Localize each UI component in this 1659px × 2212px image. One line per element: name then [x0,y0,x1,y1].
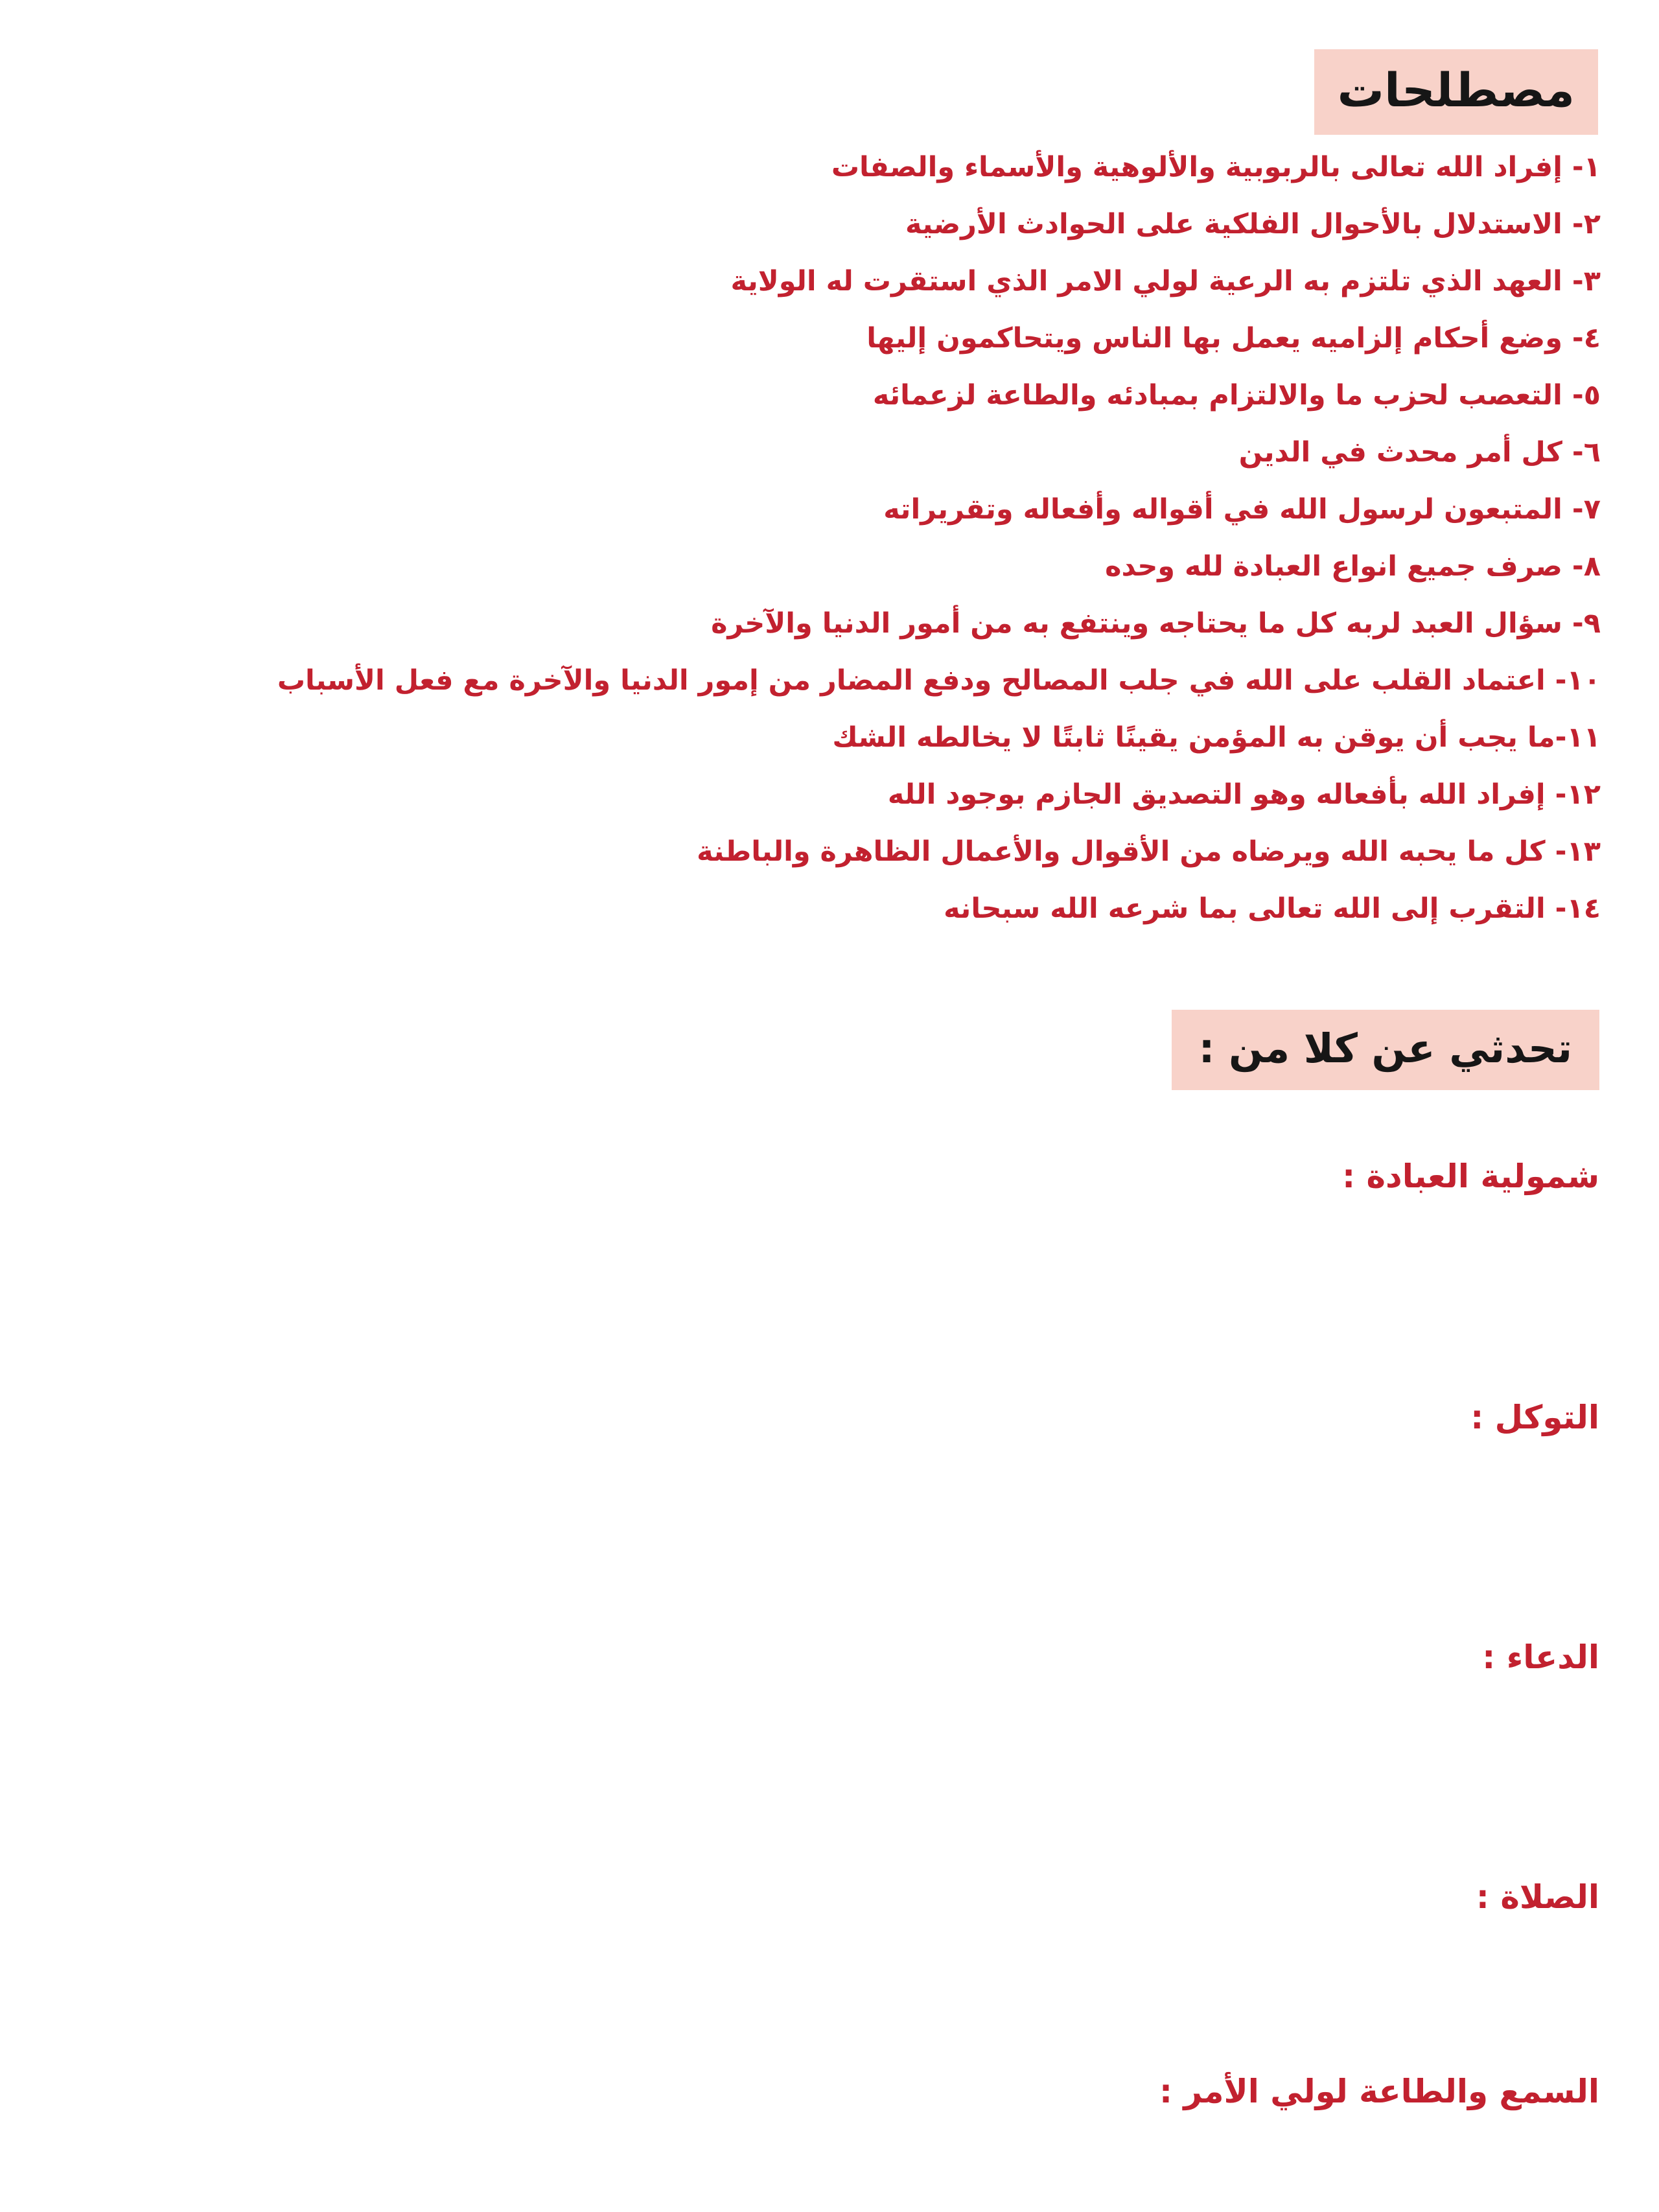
term-item-6: ٦- كل أمر محدث في الدين [1238,436,1601,469]
prompt-comprehensiveness-of-worship: شمولية العبادة : [1342,1158,1599,1195]
term-item-3: ٣- العهد الذي تلتزم به الرعية لولي الامر الذي استقرت له الولاية [730,265,1601,297]
term-item-11: ١١-ما يجب أن يوقن به المؤمن يقينًا ثابتًا لا يخالطه الشك [832,721,1601,754]
term-item-2: ٢- الاستدلال بالأحوال الفلكية على الحوادث الأرضية [905,208,1601,240]
term-item-8: ٨- صرف جميع انواع العبادة لله وحده [1105,550,1601,583]
term-item-14: ١٤- التقرب إلى الله تعالى بما شرعه الله سبحانه [944,892,1601,925]
prompt-tawakkul: التوكل : [1470,1399,1599,1436]
terms-section-title: مصطلحات [1314,49,1598,135]
terms-list [19,139,1601,937]
prompt-dua: الدعاء : [1482,1638,1599,1676]
term-item-7: ٧- المتبعون لرسول الله في أقواله وأفعاله وتقريراته [883,493,1601,526]
term-item-4: ٤- وضع أحكام إلزاميه يعمل بها الناس ويتحاكمون إليها [866,322,1601,355]
prompt-hearing-obedience-ruler: السمع والطاعة لولي الأمر : [1159,2073,1599,2110]
discussion-section-title: تحدثي عن كلا من : [1172,1010,1599,1090]
term-item-1: ١- إفراد الله تعالى بالربوبية والألوهية والأسماء والصفات [831,151,1601,183]
term-item-9: ٩- سؤال العبد لربه كل ما يحتاجه وينتفع به من أمور الدنيا والآخرة [711,607,1601,640]
prompt-salah: الصلاة : [1476,1878,1599,1916]
term-item-13: ١٣- كل ما يحبه الله ويرضاه من الأقوال والأعمال الظاهرة والباطنة [697,835,1601,868]
term-item-10: ١٠- اعتماد القلب على الله في جلب المصالح ودفع المضار من إمور الدنيا والآخرة مع فعل الأسباب [277,664,1601,697]
term-item-12: ١٢- إفراد الله بأفعاله وهو التصديق الجازم بوجود الله [887,778,1601,811]
term-item-5: ٥- التعصب لحزب ما والالتزام بمبادئه والطاعة لزعمائه [872,379,1601,412]
